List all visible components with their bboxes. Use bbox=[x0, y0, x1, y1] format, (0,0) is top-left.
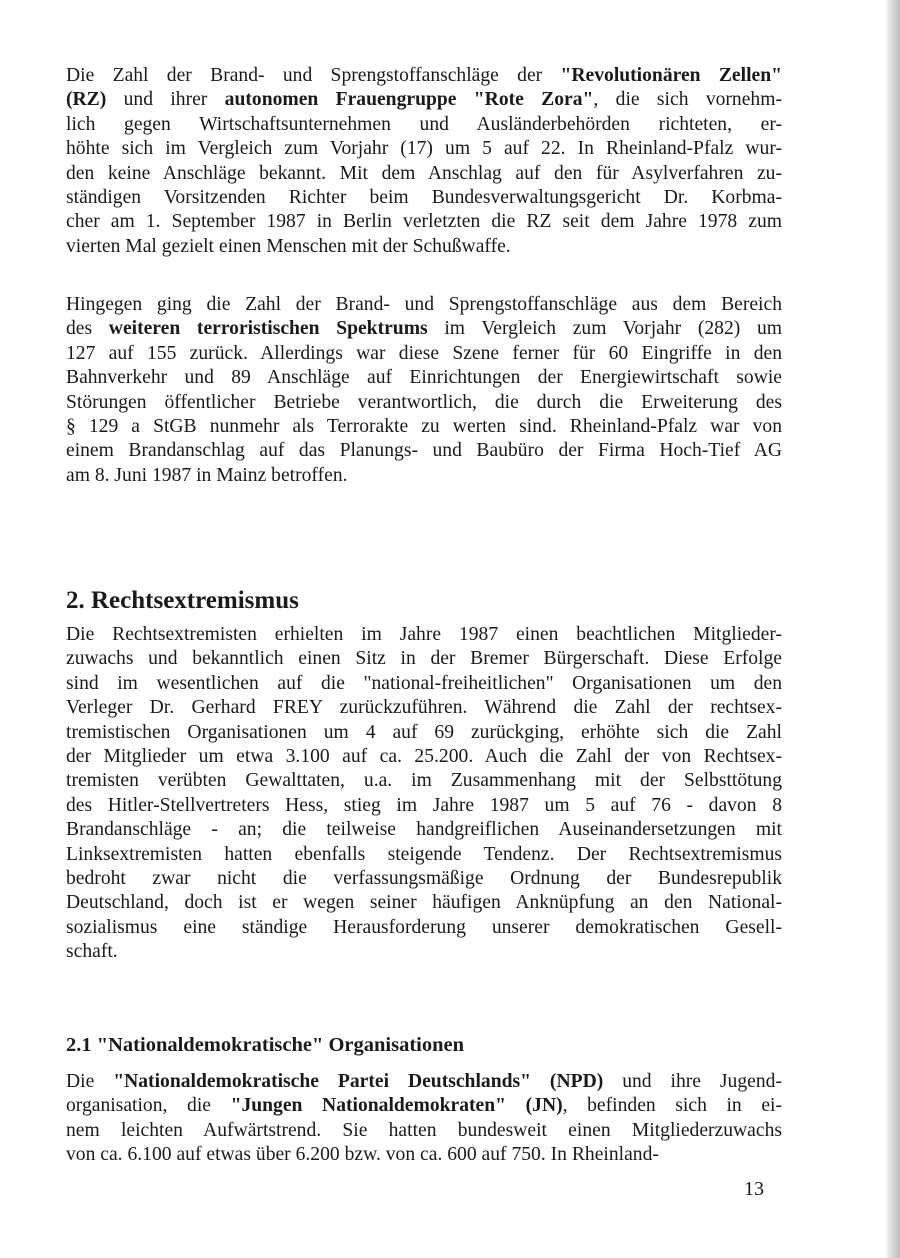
text-segment: Die Rechtsextremisten erhielten im Jahre 1987 einen beachtlichen Mitglieder- bbox=[66, 624, 782, 645]
text-segment: am 8. Juni 1987 in Mainz betroffen. bbox=[66, 464, 348, 486]
paragraph-terroristisches-spektrum bbox=[66, 293, 782, 488]
bold-term: weiteren terroristischen Spektrums bbox=[108, 318, 428, 340]
text-segment: höhte sich im Vergleich zum Vorjahr (17) um 5 auf 22. In Rheinland-Pfalz wur- bbox=[66, 138, 782, 160]
scan-edge-shadow bbox=[884, 0, 900, 1258]
text-segment: des bbox=[66, 318, 109, 340]
text-segment: Die bbox=[66, 1071, 114, 1092]
text-line bbox=[66, 464, 782, 488]
bold-term: "Jungen Nationaldemokraten" (JN) bbox=[230, 1095, 563, 1117]
subsection-heading-nationaldemokratische: 2.1 "Nationaldemokratische" Organisationen bbox=[66, 1034, 465, 1056]
page-number: 13 bbox=[744, 1178, 764, 1200]
text-segment: 127 auf 155 zurück. Allerdings war diese Szene ferner für 60 Eingriffe in den bbox=[66, 342, 782, 364]
text-segment: , befinden sich in ei- bbox=[562, 1095, 783, 1117]
text-segment: bedroht zwar nicht die verfassungsmäßige Ordnung der Bundesrepublik bbox=[66, 868, 782, 890]
text-line bbox=[66, 867, 782, 891]
text-segment: sozialismus eine ständige Herausforderung unserer demokratischen Gesell- bbox=[66, 916, 782, 938]
text-line bbox=[66, 794, 782, 818]
bold-term: "Revolutionären Zellen" bbox=[560, 65, 782, 86]
text-line bbox=[66, 623, 782, 647]
text-segment: von ca. 6.100 auf etwas über 6.200 bzw. von ca. 600 auf 750. In Rheinland- bbox=[66, 1144, 659, 1166]
text-line bbox=[66, 113, 782, 137]
text-line bbox=[66, 235, 782, 259]
text-segment: und ihre Jugend- bbox=[603, 1071, 782, 1092]
text-line bbox=[66, 391, 782, 415]
text-line bbox=[66, 1119, 782, 1143]
bold-term: autonomen Frauengruppe "Rote Zora" bbox=[224, 89, 594, 111]
text-segment: Bahnverkehr und 89 Anschläge auf Einrichtungen der Energiewirtschaft sowie bbox=[66, 367, 782, 389]
text-segment: tremisten verübten Gewalttaten, u.a. im Zusammenhang mit der Selbsttötung bbox=[66, 770, 782, 792]
text-segment: und ihrer bbox=[106, 89, 225, 111]
text-line bbox=[66, 721, 782, 745]
paragraph-revolutionaere-zellen bbox=[66, 64, 782, 259]
paragraph-rechtsextremisten bbox=[66, 623, 782, 965]
text-line bbox=[66, 210, 782, 234]
bold-term: (RZ) bbox=[66, 89, 107, 111]
text-segment: einem Brandanschlag auf das Planungs- und Baubüro der Firma Hoch-Tief AG bbox=[66, 440, 782, 462]
text-segment: Störungen öffentlicher Betriebe verantwortlich, die durch die Erweiterung des bbox=[66, 391, 782, 413]
text-line bbox=[66, 647, 782, 671]
text-line bbox=[66, 88, 782, 112]
text-line bbox=[66, 1143, 782, 1167]
text-line bbox=[66, 439, 782, 463]
text-segment: schaft. bbox=[66, 941, 118, 963]
text-line bbox=[66, 293, 782, 317]
text-segment: lich gegen Wirtschaftsunternehmen und Ausländerbehörden richteten, er- bbox=[66, 113, 782, 135]
text-line bbox=[66, 137, 782, 161]
text-segment: im Vergleich zum Vorjahr (282) um bbox=[427, 318, 782, 340]
text-line bbox=[66, 317, 782, 341]
text-segment: Die Zahl der Brand- und Sprengstoffanschläge der bbox=[66, 65, 561, 86]
text-line bbox=[66, 672, 782, 696]
text-line bbox=[66, 940, 782, 964]
text-line bbox=[66, 745, 782, 769]
paragraph-npd bbox=[66, 1070, 782, 1168]
text-segment: organisation, die bbox=[66, 1095, 231, 1117]
text-segment: cher am 1. September 1987 in Berlin verletzten die RZ seit dem Jahre 1978 zum bbox=[66, 211, 782, 233]
text-segment: Deutschland, doch ist er wegen seiner häufigen Anknüpfung an den National- bbox=[66, 892, 782, 914]
text-segment: Brandanschläge - an; die teilweise handgreiflichen Auseinandersetzungen mit bbox=[66, 819, 782, 841]
text-line bbox=[66, 1094, 782, 1118]
text-line bbox=[66, 891, 782, 915]
text-segment: tremistischen Organisationen um 4 auf 69 zurückging, erhöhte sich die Zahl bbox=[66, 721, 782, 743]
text-line bbox=[66, 342, 782, 366]
bold-term: "Nationaldemokratische Partei Deutschlands" (NPD) bbox=[113, 1071, 604, 1092]
text-segment: ständigen Vorsitzenden Richter beim Bundesverwaltungsgericht Dr. Korbma- bbox=[66, 187, 782, 209]
text-line bbox=[66, 415, 782, 439]
text-segment: den keine Anschläge bekannt. Mit dem Anschlag auf den für Asylverfahren zu- bbox=[66, 162, 782, 184]
text-segment: Linksextremisten hatten ebenfalls steigende Tendenz. Der Rechtsextremismus bbox=[66, 843, 782, 865]
text-segment: § 129 a StGB nunmehr als Terrorakte zu werten sind. Rheinland-Pfalz war von bbox=[66, 416, 782, 438]
text-segment: , die sich vornehm- bbox=[593, 89, 782, 111]
text-segment: zuwachs und bekanntlich einen Sitz in der Bremer Bürgerschaft. Diese Erfolge bbox=[66, 648, 782, 670]
text-line bbox=[66, 186, 782, 210]
text-segment: Hingegen ging die Zahl der Brand- und Sprengstoffanschläge aus dem Bereich bbox=[66, 294, 782, 315]
text-segment: des Hitler-Stellvertreters Hess, stieg im Jahre 1987 um 5 auf 76 - davon 8 bbox=[66, 794, 782, 816]
text-segment: sind im wesentlichen auf die "national-freiheitlichen" Organisationen um den bbox=[66, 672, 782, 694]
text-segment: Verleger Dr. Gerhard FREY zurückzuführen. Während die Zahl der rechtsex- bbox=[66, 697, 782, 719]
text-line bbox=[66, 696, 782, 720]
text-segment: nem leichten Aufwärtstrend. Sie hatten bundesweit einen Mitgliederzuwachs bbox=[66, 1119, 782, 1141]
section-heading-rechtsextremismus: 2. Rechtsextremismus bbox=[66, 587, 299, 614]
text-segment: vierten Mal gezielt einen Menschen mit der Schußwaffe. bbox=[66, 235, 511, 257]
text-line bbox=[66, 64, 782, 88]
text-segment: der Mitglieder um etwa 3.100 auf ca. 25.200. Auch die Zahl der von Rechtsex- bbox=[66, 746, 782, 768]
text-line bbox=[66, 769, 782, 793]
text-line bbox=[66, 916, 782, 940]
text-line bbox=[66, 366, 782, 390]
text-line bbox=[66, 843, 782, 867]
text-line bbox=[66, 162, 782, 186]
text-line bbox=[66, 818, 782, 842]
text-line bbox=[66, 1070, 782, 1094]
